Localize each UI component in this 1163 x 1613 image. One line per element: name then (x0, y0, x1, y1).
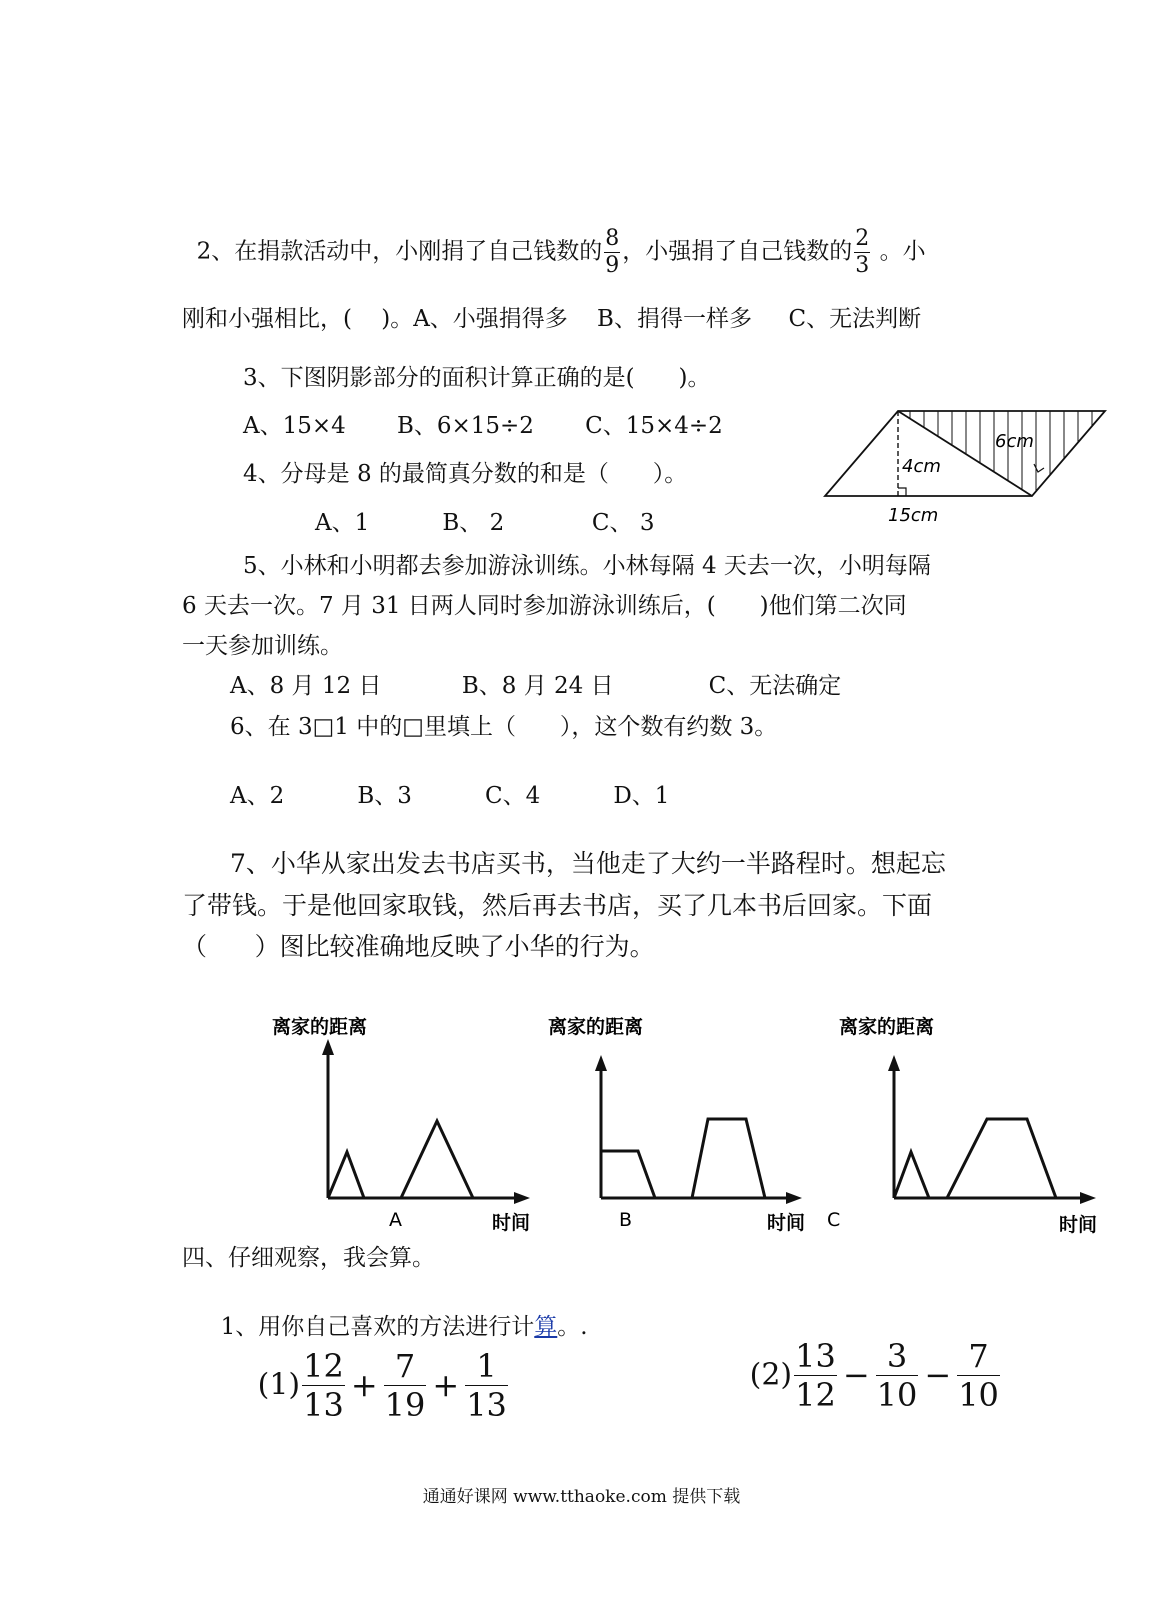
q2-text-part3: 。小 (872, 238, 926, 265)
q5-line2: 6 天去一次。7 月 31 日两人同时参加游泳训练后，( )他们第二次同 (182, 593, 907, 619)
parallelogram-figure (820, 405, 1110, 530)
graph-a-ylabel: 离家的距离 (272, 1016, 368, 1038)
label-diagonal: 6cm (995, 431, 1034, 452)
q6-question: 6、在 3□1 中的□里填上（ ），这个数有约数 3。 (230, 714, 778, 740)
q7-line2: 了带钱。于是他回家取钱，然后再去书店，买了几本书后回家。下面 (182, 891, 933, 920)
q2-text-part2: ，小强捐了自己钱数的 (622, 238, 853, 265)
calc-2-op-1: − (842, 1355, 870, 1394)
calc-2 (735, 1312, 1002, 1414)
graph-c-ylabel: 离家的距离 (839, 1016, 935, 1038)
graph-c-letter: C (827, 1209, 841, 1231)
instruction-text: 1、用你自己喜欢的方法进行计 (220, 1313, 535, 1340)
q6-options: A、2 B、3 C、4 D、1 (230, 783, 670, 809)
calc-1-frac-3: $\frac{1}{13}$ (466, 1346, 507, 1424)
graph-a-letter: A (389, 1209, 402, 1231)
instruction-suffix: 。. (557, 1313, 588, 1340)
q4-question: 4、分母是 8 的最简真分数的和是（ ）。 (243, 461, 688, 487)
label-height: 4cm (902, 456, 941, 477)
q5-line3: 一天参加训练。 (182, 633, 343, 659)
q2-text-part1: 2、在捐款活动中，小刚捐了自己钱数的 (196, 238, 603, 265)
calc-link[interactable]: 算 (534, 1313, 558, 1340)
calc-2-op-2: − (924, 1355, 952, 1394)
calc-1-frac-2: $\frac{7}{19}$ (384, 1346, 426, 1424)
calc-2-frac-2: $\frac{3}{10}$ (876, 1336, 918, 1414)
q2-line2: 刚和小强相比，( )。A、小强捐得多 B、捐得一样多 C、无法判断 (182, 306, 922, 332)
q5-line1: 5、小林和小明都去参加游泳训练。小林每隔 4 天去一次，小明每隔 (243, 553, 931, 579)
q4-options: A、1 B、 2 C、 3 (315, 510, 655, 536)
section4-heading: 四、仔细观察，我会算。 (182, 1245, 435, 1271)
calc-2-label: (2) (749, 1357, 793, 1393)
q5-options: A、8 月 12 日 B、8 月 24 日 C、无法确定 (230, 673, 842, 699)
graph-b-letter: B (619, 1209, 633, 1231)
page-footer: 通通好课网 www.tthaoke.com 提供下载 (422, 1487, 741, 1507)
calc-1-label: (1) (257, 1367, 301, 1403)
q3-question: 3、下图阴影部分的面积计算正确的是( )。 (243, 365, 711, 391)
graph-c-xlabel: 时间 (1059, 1214, 1098, 1236)
q2-fraction-1: $\frac{8}{9}$ (605, 225, 620, 278)
graph-a-xlabel: 时间 (492, 1212, 531, 1234)
q7-line3: （ ）图比较准确地反映了小华的行为。 (182, 932, 655, 961)
graph-c (820, 1005, 1120, 1240)
q2-fraction-2: $\frac{2}{3}$ (855, 225, 870, 278)
calc-2-frac-1: $\frac{13}{12}$ (795, 1336, 836, 1414)
label-base: 15cm (888, 505, 939, 526)
q7-line1: 7、小华从家出发去书店买书，当他走了大约一半路程时。想起忘 (230, 849, 946, 878)
graph-b-ylabel: 离家的距离 (548, 1016, 644, 1038)
graph-b (540, 1005, 850, 1240)
q3-options: A、15×4 B、6×15÷2 C、15×4÷2 (243, 413, 723, 439)
calc-1-op-1: + (350, 1365, 378, 1404)
calc-1 (243, 1322, 510, 1424)
calc-1-frac-1: $\frac{12}{13}$ (303, 1346, 344, 1424)
graph-b-xlabel: 时间 (767, 1212, 806, 1234)
calc-1-op-2: + (432, 1365, 460, 1404)
calc-2-frac-3: $\frac{7}{10}$ (958, 1336, 999, 1414)
q2-line1 (182, 200, 926, 277)
graph-a (260, 1005, 550, 1240)
